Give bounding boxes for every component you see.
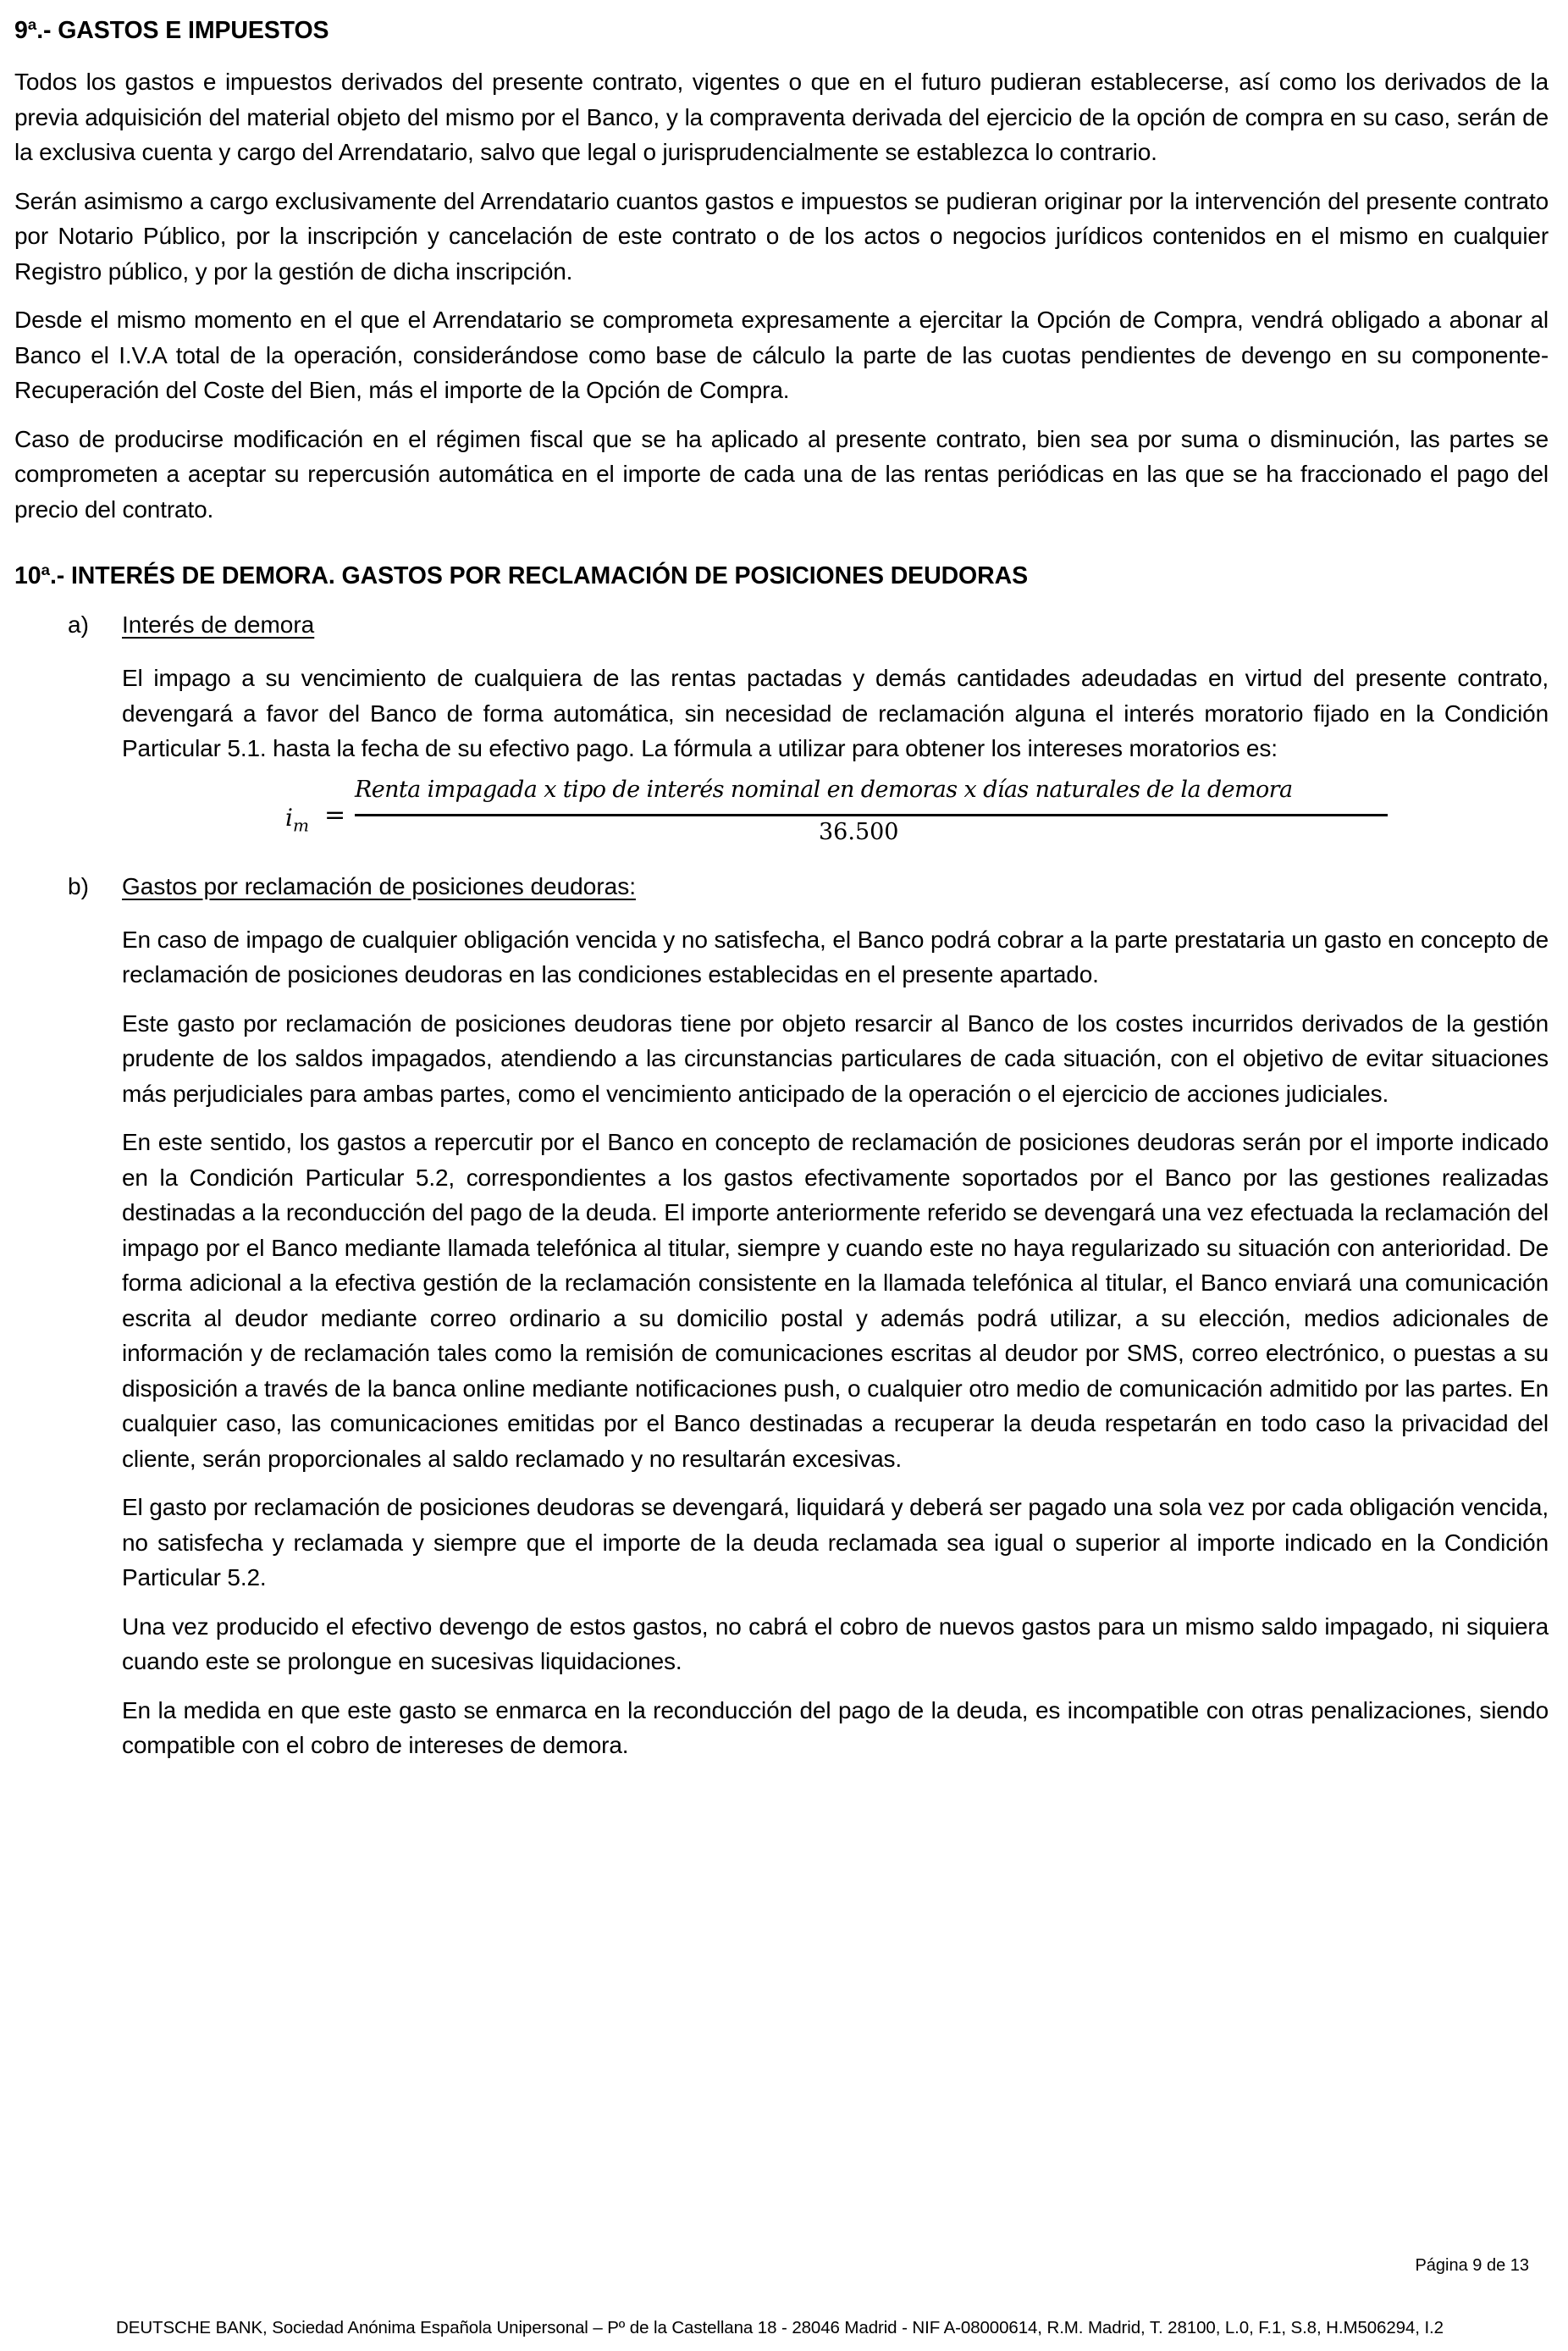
formula-equals: = [324, 799, 346, 830]
formula-subscript: m [292, 815, 309, 836]
formula-denominator: 36.500 [819, 818, 899, 845]
section-a-paragraph-1: El impago a su vencimiento de cualquiera de las rentas pactadas y demás cantidades adeudadas en virtud del presente contrato, devengará a favor del Banco de forma automática, sin necesidad de reclamación alguna el interés moratorio fijado en la Condición Particular 5.1. hasta la fecha de su efectivo pago. La fórmula a utilizar para obtener los intereses moratorios es: [122, 665, 1549, 761]
clause-9-title: 9ª.- GASTOS E IMPUESTOS [14, 17, 329, 44]
formula-variable: i [285, 803, 293, 832]
section-b-heading [14, 871, 1549, 902]
section-b-paragraph-5: Una vez producido el efectivo devengo de estos gastos, no cabrá el cobro de nuevos gastos para un mismo saldo impagado, ni siquiera cuando este se prolongue en sucesivas liquidaciones. [122, 1613, 1549, 1674]
clause-9-section [14, 15, 1549, 527]
section-b-paragraph-2: Este gasto por reclamación de posiciones deudoras tiene por objeto resarcir al Banco de los costes incurridos derivados de la gestión prudente de los saldos impagados, atendiendo a las circunstancias particulares de cada situación, con el objetivo de evitar situaciones más perjudiciales para ambas partes, como el vencimiento anticipado de la operación o el ejercicio de acciones judiciales. [122, 1010, 1549, 1107]
section-a-label: Interés de demora [122, 611, 315, 638]
clause-9-paragraph-3: Desde el mismo momento en el que el Arrendatario se comprometa expresamente a ejercitar la Opción de Compra, vendrá obligado a abonar al Banco el I.V.A total de la operación, considerándose como base de cálculo la parte de las cuotas pendientes de devengo en su componente- Recuperación del Coste del Bien, más el importe de la Opción de Compra. [14, 307, 1549, 403]
section-b-marker: b) [68, 872, 89, 899]
section-b-paragraph-3: En este sentido, los gastos a repercutir por el Banco en concepto de reclamación de posiciones deudoras serán por el importe indicado en la Condición Particular 5.2, correspondientes a los gastos efectivamente soportados por el Banco por las gestiones realizadas destinadas a la reconducción del pago de la deuda. El importe anteriormente referido se devengará una vez efectuada la reclamación del impago por el Banco mediante llamada telefónica al titular, siempre y cuando este no haya regularizado su situación con anterioridad. De forma adicional a la efectiva gestión de la reclamación consistente en la llamada telefónica al titular, el Banco enviará una comunicación escrita al deudor mediante correo ordinario a su domicilio postal y además podrá utilizar, a su elección, medios adicionales de información y de reclamación tales como la remisión de comunicaciones escritas al deudor por SMS, correo electrónico, o puestas a su disposición a través de la banca online mediante notificaciones push, o cualquier otro medio de comunicación admitido por las partes. En cualquier caso, las comunicaciones emitidas por el Banco destinadas a recuperar la deuda respetarán en todo caso la privacidad del cliente, serán proporcionales al saldo reclamado y no resultarán excesivas. [122, 1129, 1549, 1472]
section-b-body [14, 922, 1549, 1763]
clause-10-section [14, 561, 1549, 1763]
section-a-marker: a) [68, 611, 89, 638]
section-a-heading [14, 610, 1549, 640]
late-interest-formula [14, 776, 1549, 853]
footer-legal-text: DEUTSCHE BANK, Sociedad Anónima Española Unipersonal – Pº de la Castellana 18 - 28046 Madrid - NIF A-08000614, R.M. Madrid, T. 28100, L.0, F.1, S.8, H.M506294, I.2 [116, 2318, 1444, 2337]
clause-9-paragraph-4: Caso de producirse modificación en el régimen fiscal que se ha aplicado al presente contrato, bien sea por suma o disminución, las partes se comprometen a aceptar su repercusión automática en el importe de cada una de las rentas periódicas en las que se ha fraccionado el pago del precio del contrato. [14, 425, 1549, 523]
section-a-body [14, 661, 1549, 766]
formula-fraction-bar [355, 814, 1388, 816]
section-b-paragraph-6: En la medida en que este gasto se enmarca en la reconducción del pago de la deuda, es incompatible con otras penalizaciones, siendo compatible con el cobro de intereses de demora. [122, 1696, 1549, 1758]
clause-9-paragraph-1: Todos los gastos e impuestos derivados del presente contrato, vigentes o que en el futuro pudieran establecerse, así como los derivados de la previa adquisición del material objeto del mismo por el Banco, y la compraventa derivada del ejercicio de la opción de compra en su caso, serán de la exclusiva cuenta y cargo del Arrendatario, salvo que legal o jurisprudencialmente se establezca lo contrario. [14, 69, 1549, 165]
formula-numerator: Renta impagada x tipo de interés nominal en demoras x días naturales de la demora [355, 776, 1293, 803]
page-number: Página 9 de 13 [1415, 2256, 1529, 2275]
section-b-label: Gastos por reclamación de posiciones deudoras: [122, 872, 637, 899]
section-b-paragraph-4: El gasto por reclamación de posiciones deudoras se devengará, liquidará y deberá ser pagado una sola vez por cada obligación vencida, no satisfecha y reclamada y siempre que el importe de la deuda reclamada sea igual o superior al importe indicado en la Condición Particular 5.2. [122, 1494, 1549, 1590]
formula-lhs [285, 804, 309, 836]
page-content [14, 15, 1549, 1777]
clause-9-paragraph-2: Serán asimismo a cargo exclusivamente del Arrendatario cuantos gastos e impuestos se pudieran originar por la intervención del presente contrato por Notario Público, por la inscripción y cancelación de este contrato o de los actos o negocios jurídicos contenidos en el mismo en cualquier Registro público, y por la gestión de dicha inscripción. [14, 187, 1549, 285]
clause-10-title: 10ª.- INTERÉS DE DEMORA. GASTOS POR RECLAMACIÓN DE POSICIONES DEUDORAS [14, 562, 1029, 589]
section-b-paragraph-1: En caso de impago de cualquier obligación vencida y no satisfecha, el Banco podrá cobrar a la parte prestataria un gasto en concepto de reclamación de posiciones deudoras en las condiciones establecidas en el presente apartado. [122, 926, 1549, 987]
